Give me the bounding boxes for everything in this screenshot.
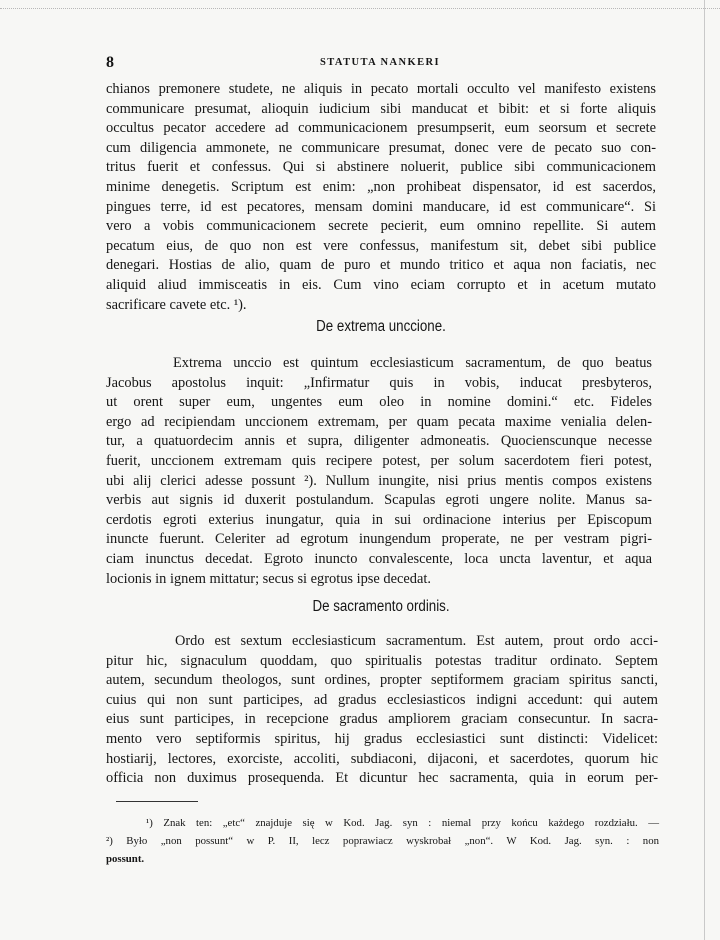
text-line: cum diligencia ammonete, ne communicare presumat, donec vere de pecato suo con-: [106, 139, 656, 156]
text-line: fuerit, unccionem extremam quis recipere potest, per solum sacerdotem fieri potest,: [106, 452, 652, 469]
text-line: Extrema unccio est quintum ecclesiasticum sacramentum, de quo beatus: [173, 355, 652, 371]
text-line: pitur hic, signaculum quoddam, quo spiritualis potestas traditur ordinato. Septem: [106, 652, 658, 669]
top-scan-edge: [0, 8, 720, 10]
section-heading-holy-orders: De sacramento ordinis.: [312, 598, 450, 615]
footnote-2-continuation: possunt.: [106, 853, 145, 865]
text-line: vero a vobis communicacionem secrete pecierit, eum omnino repellite. Si autem: [106, 218, 656, 235]
text-line: inuncte fuerunt. Celeriter ad egrotum inungendum properate, ne per vestram pigri-: [106, 531, 652, 548]
text-line: autem, secundum theologos, sunt ordines, propter septiformem graciam spiritus sancti,: [106, 672, 658, 689]
paragraph-extreme-unction: [106, 354, 652, 589]
text-line: ubi alij clerici adesse possunt ²). Nullum inungite, nisi prius mentis compos existens: [106, 472, 652, 489]
footnote-1: ¹) Znak ten: „etc“ znajduje się w Kod. Jag. syn : niemal przy końcu każdego rozdziału. —: [146, 817, 659, 829]
text-line: minime denegetis. Scriptum est enim: „non prohibeat dispensator, id est sacerdos,: [106, 178, 656, 195]
text-line: ut orent super eum, ungentes eum oleo in nomine domini.“ etc. Fideles: [106, 394, 652, 411]
text-line: sacrificare cavete etc. ¹).: [106, 296, 247, 313]
text-line: aliquid aliud immisceatis in eis. Cum vino eciam corrupto et in acetum mutato: [106, 276, 656, 293]
paragraph-holy-orders: [106, 632, 658, 789]
text-line: Ordo est sextum ecclesiasticum sacramentum. Est autem, prout ordo acci-: [175, 633, 658, 649]
paragraph-eucharist: [106, 80, 656, 315]
footnotes: [106, 814, 659, 868]
footnote-separator: [116, 801, 198, 802]
footnote-2: ²) Było „non possunt“ w P. II, lecz poprawiacz wyskrobał „non“. W Kod. Jag. syn. : non: [106, 835, 659, 847]
text-line: ciam inunctus decedat. Egroto inuncto convalescente, loca uncta laventur, et aqua: [106, 550, 652, 567]
text-line: Jacobus apostolus inquit: „Infirmatur quis in vobis, inducat presbyteros,: [106, 374, 652, 391]
text-line: tur, a quatuordecim annis et supra, diligenter admoneatis. Quocienscunque necesse: [106, 433, 652, 450]
text-line: tritus fuerit et confessus. Qui si abstinere noluerit, publice sibi communicacionem: [106, 159, 656, 176]
text-line: officia non duximus prosequenda. Et dicuntur hec sacramenta, quia in eorum per-: [106, 770, 658, 787]
text-line: cerdotis egroti exterius inungatur, quia in sui ordinacione interius per Episcopum: [106, 511, 652, 528]
text-line: verbis aut signis id duxerit postulandum. Scapulas egroti ungere nolite. Manus sa-: [106, 492, 652, 509]
text-line: locionis in ignem mittatur; secus si egrotus ipse decedat.: [106, 570, 431, 587]
text-line: communicare presumat, alioquin iudicium sibi manducat et bibit: et si forte aliquis: [106, 100, 656, 117]
text-line: pingues terre, id est pecatores, mensam domini manducare, id est communicare“. Si: [106, 198, 656, 215]
text-line: hostiarij, lectores, exorciste, accoliti, subdiaconi, dijaconi, et sacerdotes, quorum hic: [106, 750, 658, 767]
text-line: pecatum eius, de quo non est vere confessus, manifestum sit, debet sibi publice: [106, 237, 656, 254]
section-heading-extreme-unction: De extrema unccione.: [316, 318, 446, 335]
text-line: chianos premonere studete, ne aliquis in pecato mortali occulto vel manifesto existens: [106, 81, 656, 97]
running-title: STATUTA NANKERI: [320, 57, 440, 68]
page-right-edge: [704, 0, 706, 940]
text-line: mento vero septiformis spiritus, hij gradus ecclesiastici sunt distincti: Videlicet:: [106, 730, 658, 747]
page-number: 8: [106, 54, 114, 71]
text-line: denegari. Hostias de alio, quam de puro et mundo tritico et aqua non faciatis, nec: [106, 257, 656, 274]
text-line: eius sunt participes, in recepcione gradus ampliorem graciam consecuntur. In sacra-: [106, 711, 658, 728]
text-line: occultus pecator accedere ad communicacionem presumpserit, eum seorsum et secrete: [106, 120, 656, 137]
text-line: cuius qui non sunt participes, ad gradus ecclesiasticos indigni accedunt: qui autem: [106, 691, 658, 708]
text-line: ergo ad recipiendam unccionem extremam, per quam pecata maxime venialia delen-: [106, 413, 652, 430]
